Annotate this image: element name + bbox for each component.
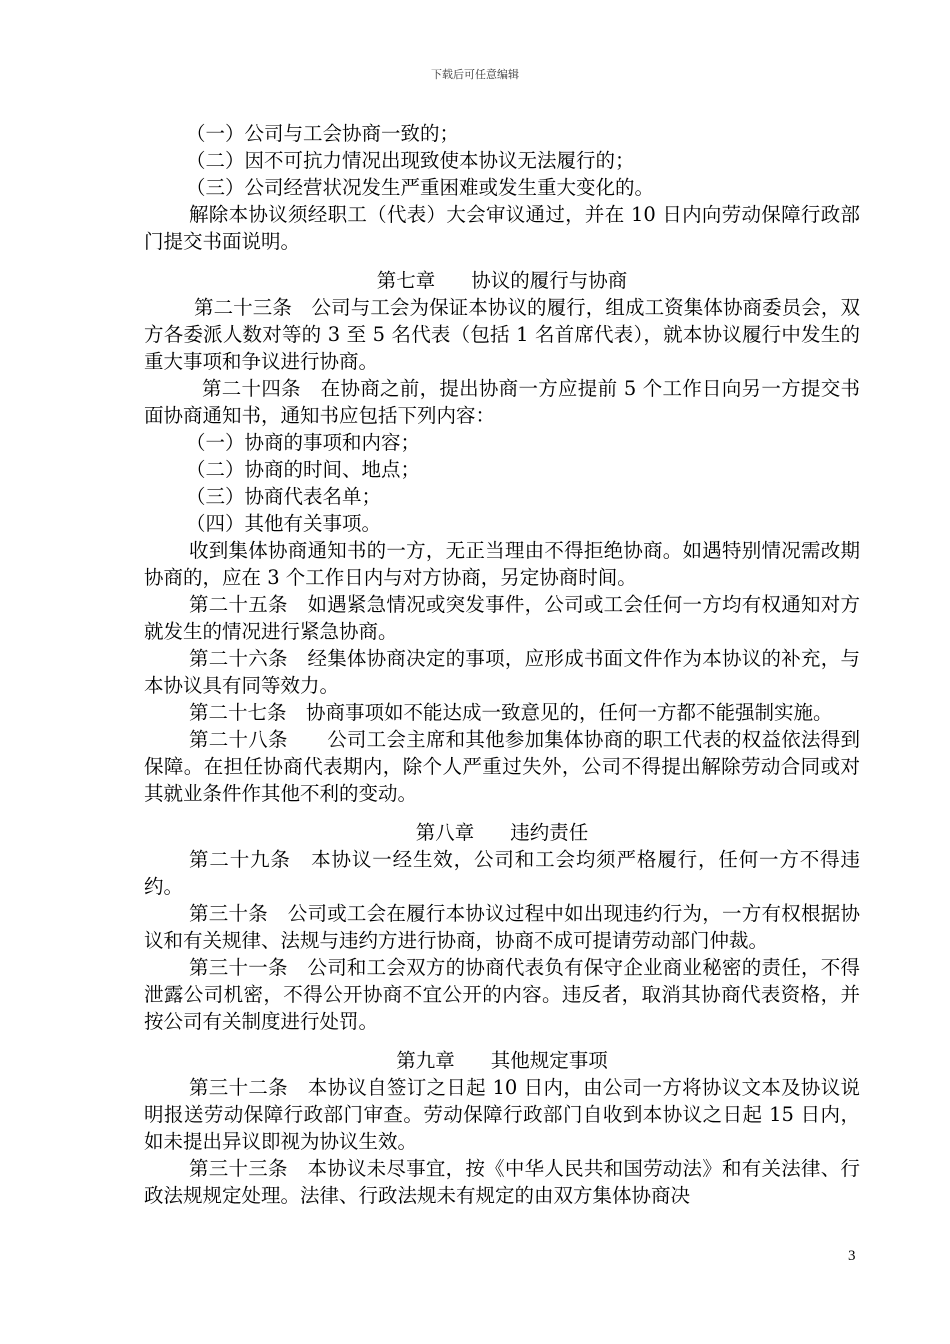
article-29: 第二十九条 本协议一经生效，公司和工会均须严格履行，任何一方不得违约。 xyxy=(144,848,860,898)
chapter-heading-8 xyxy=(144,807,860,846)
paragraph-cancel: 解除本协议须经职工（代表）大会审议通过，并在 10 日内向劳动保障行政部门提交书面说明。 xyxy=(144,203,860,253)
chapter-number: 第九章 xyxy=(396,1049,455,1072)
article-31: 第三十一条 公司和工会双方的协商代表负有保守企业商业秘密的责任，不得泄露公司机密，不得公开协商不宜公开的内容。违反者，取消其协商代表资格，并按公司有关制度进行处罚。 xyxy=(144,956,860,1033)
list-item: （三）公司经营状况发生严重困难或发生重大变化的。 xyxy=(186,176,655,199)
chapter-title: 违约责任 xyxy=(510,821,589,844)
page-number: 3 xyxy=(848,1248,856,1264)
chapter-title: 协议的履行与协商 xyxy=(471,269,628,292)
article-23: 第二十三条 公司与工会为保证本协议的履行，组成工资集体协商委员会，双方各委派人数对等的 3 至 5 名代表（包括 1 名首席代表），就本协议履行中发生的重大事项和争议进行协商。 xyxy=(144,296,860,373)
list-item: （一）协商的事项和内容； xyxy=(186,431,421,454)
chapter-number: 第八章 xyxy=(415,821,475,844)
article-25: 第二十五条 如遇紧急情况或突发事件，公司或工会任何一方均有权通知对方就发生的情况进行紧急协商。 xyxy=(144,593,860,643)
paragraph-notice: 收到集体协商通知书的一方，无正当理由不得拒绝协商。如遇特别情况需改期协商的，应在 3 个工作日内与对方协商，另定协商时间。 xyxy=(144,539,860,589)
article-32: 第三十二条 本协议自签订之日起 10 日内，由公司一方将协议文本及协议说明报送劳动保障行政部门审查。劳动保障行政部门自收到本协议之日起 15 日内，如未提出异议即视为协议生效。 xyxy=(144,1076,860,1153)
chapter-title: 其他规定事项 xyxy=(490,1049,608,1072)
article-24: 第二十四条 在协商之前，提出协商一方应提前 5 个工作日向另一方提交书面协商通知书，通知书应包括下列内容： xyxy=(144,377,860,427)
chapter-heading-9 xyxy=(144,1035,860,1074)
chapter-number: 第七章 xyxy=(376,269,436,292)
list-item: （一）公司与工会协商一致的； xyxy=(186,122,460,145)
article-27: 第二十七条 协商事项如不能达成一致意见的，任何一方都不能强制实施。 xyxy=(189,701,833,724)
article-28: 第二十八条 公司工会主席和其他参加集体协商的职工代表的权益依法得到保障。在担任协商代表期内，除个人严重过失外，公司不得提出解除劳动合同或对其就业条件作其他不利的变动。 xyxy=(144,728,860,805)
article-30: 第三十条 公司或工会在履行本协议过程中如出现违约行为，一方有权根据协议和有关规律、法规与违约方进行协商，协商不成可提请劳动部门仲裁。 xyxy=(144,902,860,952)
header-note: 下载后可任意编辑 xyxy=(431,68,519,81)
article-26: 第二十六条 经集体协商决定的事项，应形成书面文件作为本协议的补充，与本协议具有同等效力。 xyxy=(144,647,860,697)
chapter-heading-7 xyxy=(144,255,860,294)
document-body xyxy=(144,120,860,1209)
list-item: （三）协商代表名单； xyxy=(186,485,382,508)
list-item: （四）其他有关事项。 xyxy=(186,512,382,535)
list-item: （二）协商的时间、地点； xyxy=(186,458,421,481)
article-33: 第三十三条 本协议未尽事宜，按《中华人民共和国劳动法》和有关法律、行政法规规定处理。法律、行政法规未有规定的由双方集体协商决 xyxy=(144,1157,860,1207)
list-item: （二）因不可抗力情况出现致使本协议无法履行的； xyxy=(186,149,635,172)
